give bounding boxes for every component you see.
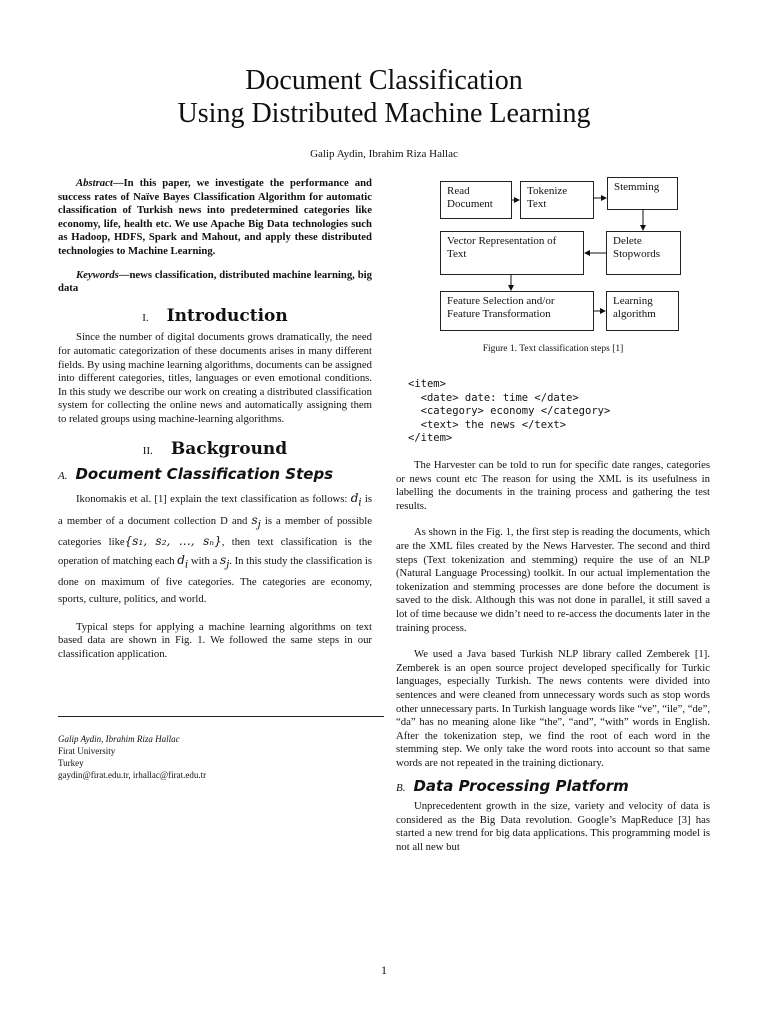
text-run: Ikonomakis et al. [1] explain the text classification as follows: (76, 492, 351, 505)
section-number: I. (142, 311, 149, 324)
math-sub: j (257, 518, 261, 530)
fig-box-feature-selection: Feature Selection and/or Feature Transformation (440, 291, 594, 331)
keywords-label: Keywords (76, 268, 119, 281)
fig-box-learning-algorithm: Learning algorithm (606, 291, 679, 331)
math-sub: i (184, 559, 189, 571)
fig-box-stemming: Stemming (607, 177, 678, 210)
math-category-set: {s₁, s₂, …, sₙ} (124, 534, 222, 549)
harvester-paragraph: The Harvester can be told to run for specific date ranges, categories or news count etc The reason for using the XML is its usefulness in labelling the documents in the training process and gathering the test results. (396, 459, 710, 512)
subsection-letter: A. (58, 470, 68, 483)
math-var: d (350, 490, 359, 505)
section-title: Background (170, 438, 288, 459)
background-paragraph-2: Typical steps for applying a machine learning algorithms on text based data are shown in Fig. 1. We followed the same steps in our classification application. (58, 620, 372, 661)
section-number: II. (142, 444, 153, 457)
subsection-title: Data Processing Platform (413, 777, 629, 796)
xml-code-sample: <item> <date> date: time </date> <category> economy </category> <text> the news </text> </item> (408, 378, 611, 444)
footnote-authors: Galip Aydin, Ibrahim Riza Hallac (58, 734, 180, 744)
footnote-emails: gaydin@firat.edu.tr, irhallac@firat.edu.tr (58, 770, 207, 780)
footnote-affiliation: Firat University (58, 746, 116, 756)
abstract-label: Abstract (76, 177, 113, 189)
abstract-text: —In this paper, we investigate the performance and success rates of Naïve Bayes Classification Algorithm for automatic classification of Turkish news into predetermined categories like economy, life, health etc. We use Apache Big Data technologies such as Hadoop, HDFS, Spark and Mahout, and apply these distributed technologies to Machine Learning. (58, 177, 372, 257)
steps-paragraph: As shown in the Fig. 1, the first step is reading the documents, which are the XML files created by the News Harvester. The second and third steps (Text tokenization and stemming) require the use of an NLP (Natural Language Processing) toolkit. In our actual implementation the tokenization and stemming processes are done before the document is saved to the disk. Although this was not done in parallel, it still saved a lot of time because we didn’t need to re-access the documents later in the training process. (396, 526, 710, 634)
math-sub: j (226, 559, 230, 571)
data-processing-paragraph: Unprecedentent growth in the size, variety and velocity of data is considered as the Big Data revolution. Google’s MapReduce [3] has started a new trend for big data applications. This programming model is not all new but (396, 800, 710, 853)
section-title: Introduction (166, 305, 288, 326)
intro-paragraph: Since the number of digital documents grows dramatically, the need for automatic categorization of these documents arises in many different fields. By using machine learning algorithms, documents can be assigned into different categories, titles, languages or even emotional conditions. In this study we describe our work on creating a distributed classification system for collecting the online news and automatically assigning them to related groups using machine-learning algorithms. (58, 331, 372, 425)
text-run: is a member of possible categories like (58, 514, 372, 549)
fig-box-read-document: Read Document (440, 181, 512, 219)
math-var: d (177, 552, 185, 567)
fig-box-vector-representation: Vector Representation of Text (440, 231, 584, 275)
math-sub: i (358, 497, 362, 509)
text-run: with a (188, 554, 220, 567)
text-run: is a member of a document collection D and (58, 492, 372, 527)
text-run: . In this study the classification is done on maximum of five categories. The categories are economy, sports, culture, politics, and world. (58, 554, 373, 606)
right-column (396, 459, 710, 854)
subsection-letter: B. (396, 782, 406, 795)
figure-caption: Figure 1. Text classification steps [1] (482, 344, 624, 354)
title-line-2: Using Distributed Machine Learning (177, 98, 591, 129)
text-run: , then text classification is the operation of matching each (58, 536, 372, 567)
fig-box-tokenize-text: Tokenize Text (520, 181, 594, 219)
math-var: s (251, 512, 258, 527)
footnote-country: Turkey (58, 758, 84, 768)
math-var: s (219, 552, 227, 567)
zemberek-paragraph: We used a Java based Turkish NLP library called Zemberek [1]. Zemberek is an open source project developed specifically for Turkic languages, especially Turkish. The news contents were divided into sentences and were cleaned from unnecessary words such as stop words other unnecessary parts. In Turkish language words like “ve”, “ile”, “de”, “da” has no meaning alone like “the”, “and”, “with” words in English. After the tokenization step, we find the root of each word in the stemming step. We only take the word roots into account so that same words are not repeated in the training dictionary. (396, 648, 710, 769)
subsection-heading-b (396, 777, 710, 796)
authors: Galip Aydin, Ibrahim Riza Hallac (310, 148, 458, 160)
page-number: 1 (381, 963, 387, 977)
subsection-title: Document Classification Steps (75, 465, 334, 484)
title-line-1: Document Classification (245, 65, 523, 96)
keywords-text: —news classification, distributed machine learning, big data (58, 268, 372, 295)
fig-box-delete-stopwords: Delete Stopwords (606, 231, 681, 275)
